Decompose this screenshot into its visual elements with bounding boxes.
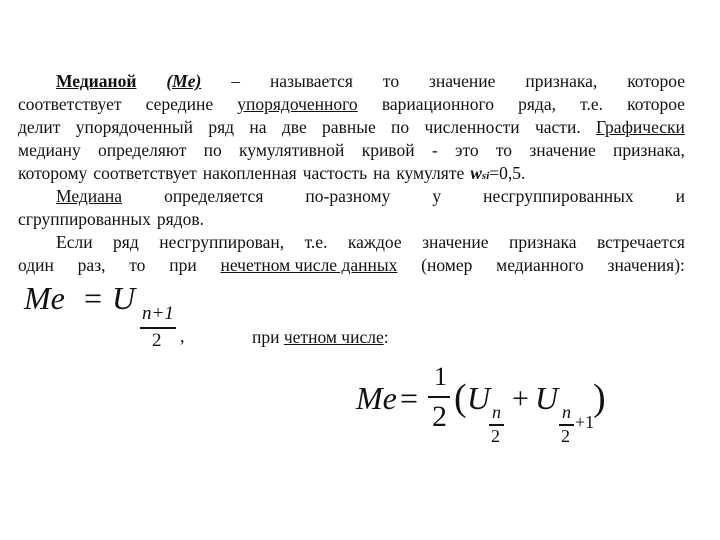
cumulative-subscript: si (481, 170, 490, 182)
word: по (203, 140, 222, 160)
cumulative-value (470, 162, 525, 184)
formula2-sub2-numerator: n (562, 402, 571, 422)
formula2-plus: + (512, 382, 529, 415)
even-suffix: : (383, 327, 389, 347)
word: у (432, 186, 442, 206)
text-line-3 (18, 116, 685, 138)
text-line-8 (56, 231, 685, 253)
word: кумулятивной (239, 140, 345, 160)
word: которое (627, 94, 685, 114)
word: делит (18, 117, 61, 137)
word: (номер (421, 255, 473, 275)
word: определяется (164, 186, 264, 206)
formula2-var1: U (467, 380, 491, 416)
formula2-sub2-plus-one: +1 (575, 412, 595, 432)
text-line-1 (56, 70, 685, 92)
word: ряд (113, 232, 139, 252)
word: кумуляте (396, 163, 465, 183)
formula1-sub-numerator: n+1 (142, 303, 174, 324)
cumulative-equals: =0,5. (489, 163, 526, 183)
formula1-fraction-bar (140, 327, 176, 329)
text-line-7 (18, 208, 685, 230)
even-count-text (252, 327, 389, 348)
word: упорядоченный (75, 117, 194, 137)
term-median: Медианой (56, 71, 137, 91)
formula1-var: U (112, 280, 136, 316)
word: определяют (98, 140, 187, 160)
word: каждое (347, 232, 402, 252)
formula1-sub-denominator: 2 (152, 330, 162, 351)
word: это (454, 140, 479, 160)
formula2-half-denominator: 2 (432, 400, 447, 433)
word: значения): (607, 255, 685, 275)
word: то (129, 255, 146, 275)
text-line-2 (18, 93, 685, 115)
word: один (18, 255, 54, 275)
word: значение (422, 232, 489, 252)
word: соответствует (18, 94, 122, 114)
formula1-equals: = (84, 280, 103, 316)
word: и (675, 186, 685, 206)
formula2-var2: U (535, 380, 559, 416)
word: значение (529, 140, 596, 160)
word: сгруппированных (18, 209, 151, 229)
word: по (391, 117, 410, 137)
word: называется (269, 71, 353, 91)
word: несгруппированных (483, 186, 634, 206)
word: медиану (18, 140, 81, 160)
formula2-right-paren: ) (593, 377, 606, 419)
word: Если (56, 232, 93, 252)
word: численности (424, 117, 520, 137)
formula2-sub2-denominator: 2 (561, 426, 570, 446)
word: частость (302, 163, 368, 183)
term-ordered: упорядоченного (237, 94, 358, 114)
formula2-half-numerator: 1 (434, 362, 447, 391)
word: признака, (613, 140, 685, 160)
formula1-comma: , (180, 326, 185, 346)
word: на (249, 117, 267, 137)
word: признака (509, 232, 577, 252)
formula2-half-bar (428, 396, 450, 398)
word: т.е. (580, 94, 603, 114)
term-median-2: Медиана (56, 186, 123, 206)
word: раз, (77, 255, 106, 275)
even-prefix: при (252, 327, 280, 347)
word: – (231, 71, 241, 91)
formula2-lhs: Me (356, 380, 397, 416)
word: медианного (496, 255, 584, 275)
text-line-4 (18, 139, 685, 161)
word: - (431, 140, 438, 160)
word: рядов. (156, 209, 204, 229)
word: встречается (597, 232, 685, 252)
word: которое (627, 71, 685, 91)
formula2-left-paren: ( (454, 377, 467, 419)
formula2-sub1-denominator: 2 (491, 426, 500, 446)
word: которому (18, 163, 88, 183)
word: т.е. (304, 232, 328, 252)
word: ряда, (518, 94, 556, 114)
text-line-9 (18, 254, 685, 276)
word: части. (534, 117, 581, 137)
cumulative-symbol: w (470, 163, 482, 183)
word: на (373, 163, 391, 183)
word: накопленная (202, 163, 297, 183)
word: при (169, 255, 197, 275)
term-even-count: четном числе (283, 327, 384, 347)
formula2-equals: = (400, 380, 419, 416)
word: несгруппирован, (159, 232, 285, 252)
word: две (281, 117, 307, 137)
term-graphically: Графически (596, 117, 685, 137)
formula2-sub1-numerator: n (492, 402, 501, 422)
word: значение (429, 71, 496, 91)
formula1-lhs: Me (24, 280, 65, 316)
word: соответствует (93, 163, 197, 183)
text-line-6 (56, 185, 685, 207)
term-me: (Me) (166, 71, 202, 91)
word: равные (322, 117, 376, 137)
term-odd-count: нечетном числе данных (220, 255, 398, 275)
text-line-5 (18, 162, 685, 184)
word: ряд (208, 117, 235, 137)
word: кривой (361, 140, 415, 160)
word: признака, (525, 71, 598, 91)
word: вариационного (381, 94, 494, 114)
word: то (382, 71, 400, 91)
word: середине (145, 94, 214, 114)
word: по-разному (305, 186, 391, 206)
word: то (495, 140, 513, 160)
